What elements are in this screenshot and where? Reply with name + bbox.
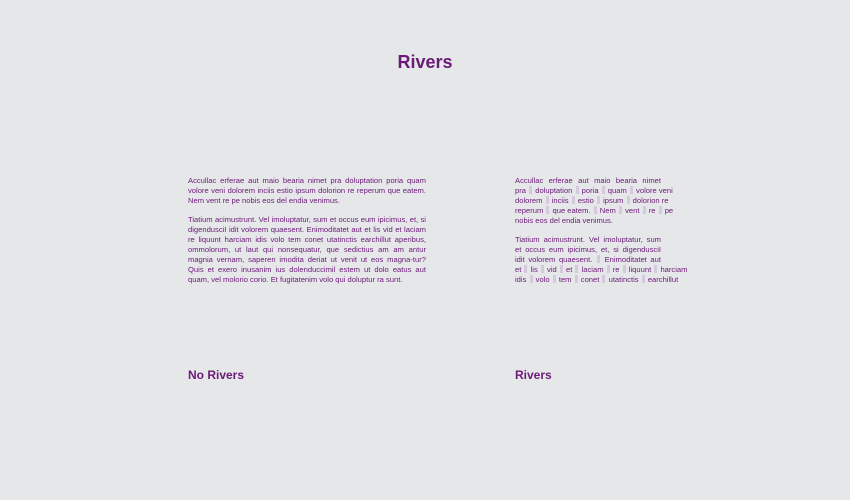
right-p1-line: [515, 186, 673, 196]
right-p2-word: et occus eum ipicimus, et, si digendusciI: [515, 245, 661, 254]
right-p2-word: lis: [530, 265, 538, 274]
right-p1-word: Nem: [599, 206, 616, 215]
river-gap: [602, 275, 605, 283]
river-gap: [643, 206, 646, 214]
right-p2-word: conet: [580, 275, 600, 284]
river-gap: [627, 196, 630, 204]
right-p2-word: harciam: [660, 265, 688, 274]
right-p1-word: pe: [664, 206, 674, 215]
river-gap: [529, 186, 532, 194]
left-paragraph-1: Accullac erferae aut maio bearia nimet pra doluptation poria quam volore veni dolorem inciis estio ipsum dolorion re reperum que eatem. Nem vent re pe nobis eos del endia venimus.: [188, 176, 426, 205]
right-p1-word: dolorion re: [632, 196, 669, 205]
right-p2-line: [515, 255, 661, 265]
right-p1-word: ipsum: [603, 196, 624, 205]
right-p1-word: re: [648, 206, 656, 215]
right-p2-word: et: [565, 265, 573, 274]
right-p1-line: [515, 196, 669, 206]
right-p2-word: Enimoditatet aut: [604, 255, 661, 264]
river-gap: [630, 186, 633, 194]
right-p2-word: tem: [558, 275, 572, 284]
river-gap: [619, 206, 622, 214]
no-rivers-label: No Rivers: [188, 368, 245, 382]
river-gap: [642, 275, 645, 283]
right-p1-word: pra: [515, 186, 526, 195]
right-p2-word: idis: [515, 275, 527, 284]
rivers-label: Rivers: [515, 368, 552, 382]
river-gap: [553, 275, 556, 283]
right-p2-line: [515, 275, 679, 285]
river-gap: [597, 255, 600, 263]
river-gap: [575, 265, 578, 273]
right-p2-word: volo: [535, 275, 550, 284]
right-p2-line: [515, 235, 661, 245]
right-p2-word: et: [515, 265, 522, 274]
right-p1-word: reperum: [515, 206, 544, 215]
right-p1-line: [515, 176, 661, 186]
right-paragraph-1: [515, 176, 674, 226]
right-p2-line: [515, 245, 661, 255]
river-gap: [623, 265, 626, 273]
right-text-column: [515, 176, 688, 294]
right-p1-line: [515, 206, 674, 216]
right-p1-word: quam: [607, 186, 627, 195]
right-p2-line: [515, 265, 688, 275]
river-gap: [546, 196, 549, 204]
right-p1-word: nobis eos del endia venimus.: [515, 216, 613, 225]
left-paragraph-2: Tiatium acimustrunt. Vel imoluptatur, sum et occus eum ipicimus, et, si digendusciI idit volorem quaesent. Enimoditatet aut et lis vid et laciam re liquunt harciam idis volo tem conet utatinctis earchillut aperibus, ommolorum, ut laut qui nonsequatur, que sedictius am am antur magnia vernam, saperen imodita deriat ut venit ut eos magna-tur? Quis et exero inusanim ius dolenduccimil estem ut dolo eatus aut quam, vel molorio corio. Et fugitatenim volo qui doluptur ra sunt.: [188, 215, 426, 284]
right-p1-word: vent: [625, 206, 640, 215]
river-gap: [659, 206, 662, 214]
river-gap: [607, 265, 610, 273]
river-gap: [654, 265, 657, 273]
river-gap: [541, 265, 544, 273]
left-text-column: [188, 176, 426, 294]
river-gap: [530, 275, 533, 283]
right-p2-word: re: [612, 265, 620, 274]
river-gap: [524, 265, 527, 273]
right-p1-word: estio: [577, 196, 594, 205]
right-p1-word: que eatem.: [552, 206, 591, 215]
river-gap: [560, 265, 563, 273]
river-gap: [572, 196, 575, 204]
river-gap: [594, 206, 597, 214]
right-p1-word: dolorem: [515, 196, 543, 205]
river-gap: [602, 186, 605, 194]
right-p2-word: liquunt: [628, 265, 652, 274]
right-paragraph-2: [515, 235, 688, 285]
right-p1-word: poria: [581, 186, 599, 195]
page-title: Rivers: [397, 52, 453, 72]
right-p2-word: utatinctis: [608, 275, 639, 284]
right-p1-word: Accullac erferae aut maio bearia nimet: [515, 176, 661, 185]
right-p1-word: volore veni: [636, 186, 673, 195]
right-p1-word: doluptation: [535, 186, 573, 195]
river-gap: [597, 196, 600, 204]
right-p2-word: laciam: [581, 265, 604, 274]
right-p2-word: Tiatium acimustrunt. Vel imoluptatur, sum: [515, 235, 661, 244]
right-p2-word: vid: [547, 265, 557, 274]
right-p1-word: inciis: [551, 196, 569, 205]
river-gap: [576, 186, 579, 194]
right-p2-word: earchillut: [647, 275, 679, 284]
right-p2-word: idit volorem quaesent.: [515, 255, 593, 264]
river-gap: [546, 206, 549, 214]
river-gap: [575, 275, 578, 283]
right-p1-line: [515, 216, 661, 226]
